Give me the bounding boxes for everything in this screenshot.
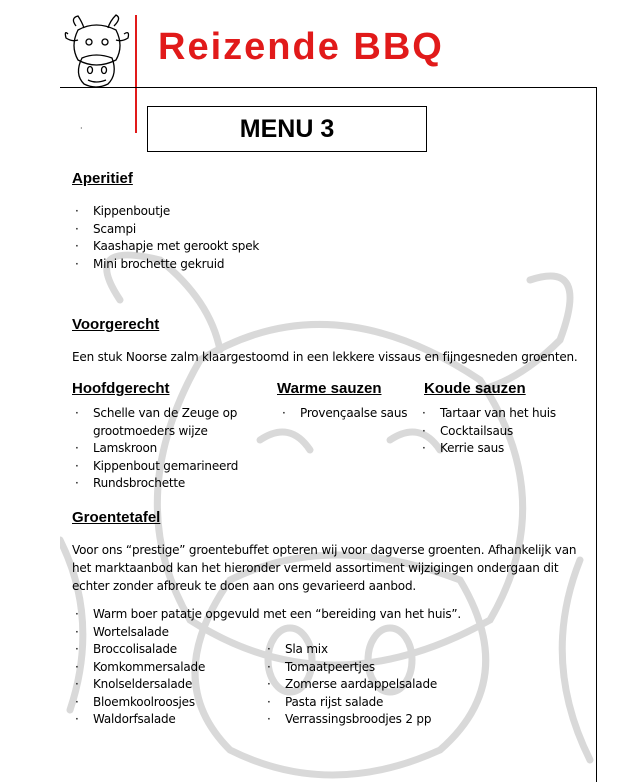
list-item: · Kerrie saus [419,440,556,458]
list-item: · Broccolisalade [72,641,461,659]
aperitief-list [72,203,259,273]
list-item: · Provençaalse saus [279,405,407,423]
list-item: · Komkommersalade [72,659,461,677]
list-item: · Mini brochette gekruid [72,256,259,274]
list-item: · Schelle van de Zeuge op grootmoeders wijze [72,405,258,440]
frame-top-border [60,87,597,88]
red-vertical-rule [135,15,137,133]
list-item: · Tartaar van het huis [419,405,556,423]
list-item: · Lamskroon [72,440,272,458]
voorgerecht-text: Een stuk Noorse zalm klaargestoomd in een lekkere vissaus en fijngesneden groenten. [72,350,578,364]
list-item: · Scampi [72,221,259,239]
groentetafel-paragraph-line: het marktaanbod kan het hieronder vermeld assortiment wijzigingen ondergaan dit [72,561,559,575]
groentetafel-paragraph-line: echter zonder afbreuk te doen aan ons gevarieerd aanbod. [72,579,416,593]
groentetafel-paragraph-line: Voor ons “prestige” groentebuffet opteren wij voor dagverse groenten. Afhankelijk van [72,543,577,557]
list-item: · Kippenboutje [72,203,259,221]
warme-sauzen-heading: Warme sauzen [277,380,382,397]
groentetafel-heading: Groentetafel [72,509,161,526]
list-item: · Warm boer patatje opgevuld met een “bereiding van het huis”. [72,606,461,624]
list-item: · Tomaatpeertjes [264,659,437,677]
list-item: · Knolseldersalade [72,676,461,694]
list-item: · Bloemkoolroosjes [72,694,461,712]
list-item: · Wortelsalade [72,624,461,642]
menu-title-box: MENU 3 [147,106,427,152]
list-item: · Kippenbout gemarineerd [72,458,272,476]
list-item: · Rundsbrochette [72,475,272,493]
list-item: · Kaashapje met gerookt spek [72,238,259,256]
hoofdgerecht-list [72,405,272,493]
frame-right-border [596,87,597,782]
warme-sauzen-list [279,405,407,423]
list-item: · Verrassingsbroodjes 2 pp [264,711,437,729]
groentetafel-list-right [264,641,437,729]
list-item: · Sla mix [264,641,437,659]
list-item: · Cocktailsaus [419,423,556,441]
list-item: · Waldorfsalade [72,711,461,729]
cow-logo-icon [62,12,132,92]
hoofdgerecht-heading: Hoofdgerecht [72,380,170,397]
list-item: · Zomerse aardappelsalade [264,676,437,694]
brand-title: Reizende BBQ [158,26,444,68]
aperitief-heading: Aperitief [72,170,133,187]
voorgerecht-heading: Voorgerecht [72,316,160,333]
koude-sauzen-list [419,405,556,458]
dot-mark: · [80,124,83,133]
koude-sauzen-heading: Koude sauzen [424,380,526,397]
list-item: · Pasta rijst salade [264,694,437,712]
